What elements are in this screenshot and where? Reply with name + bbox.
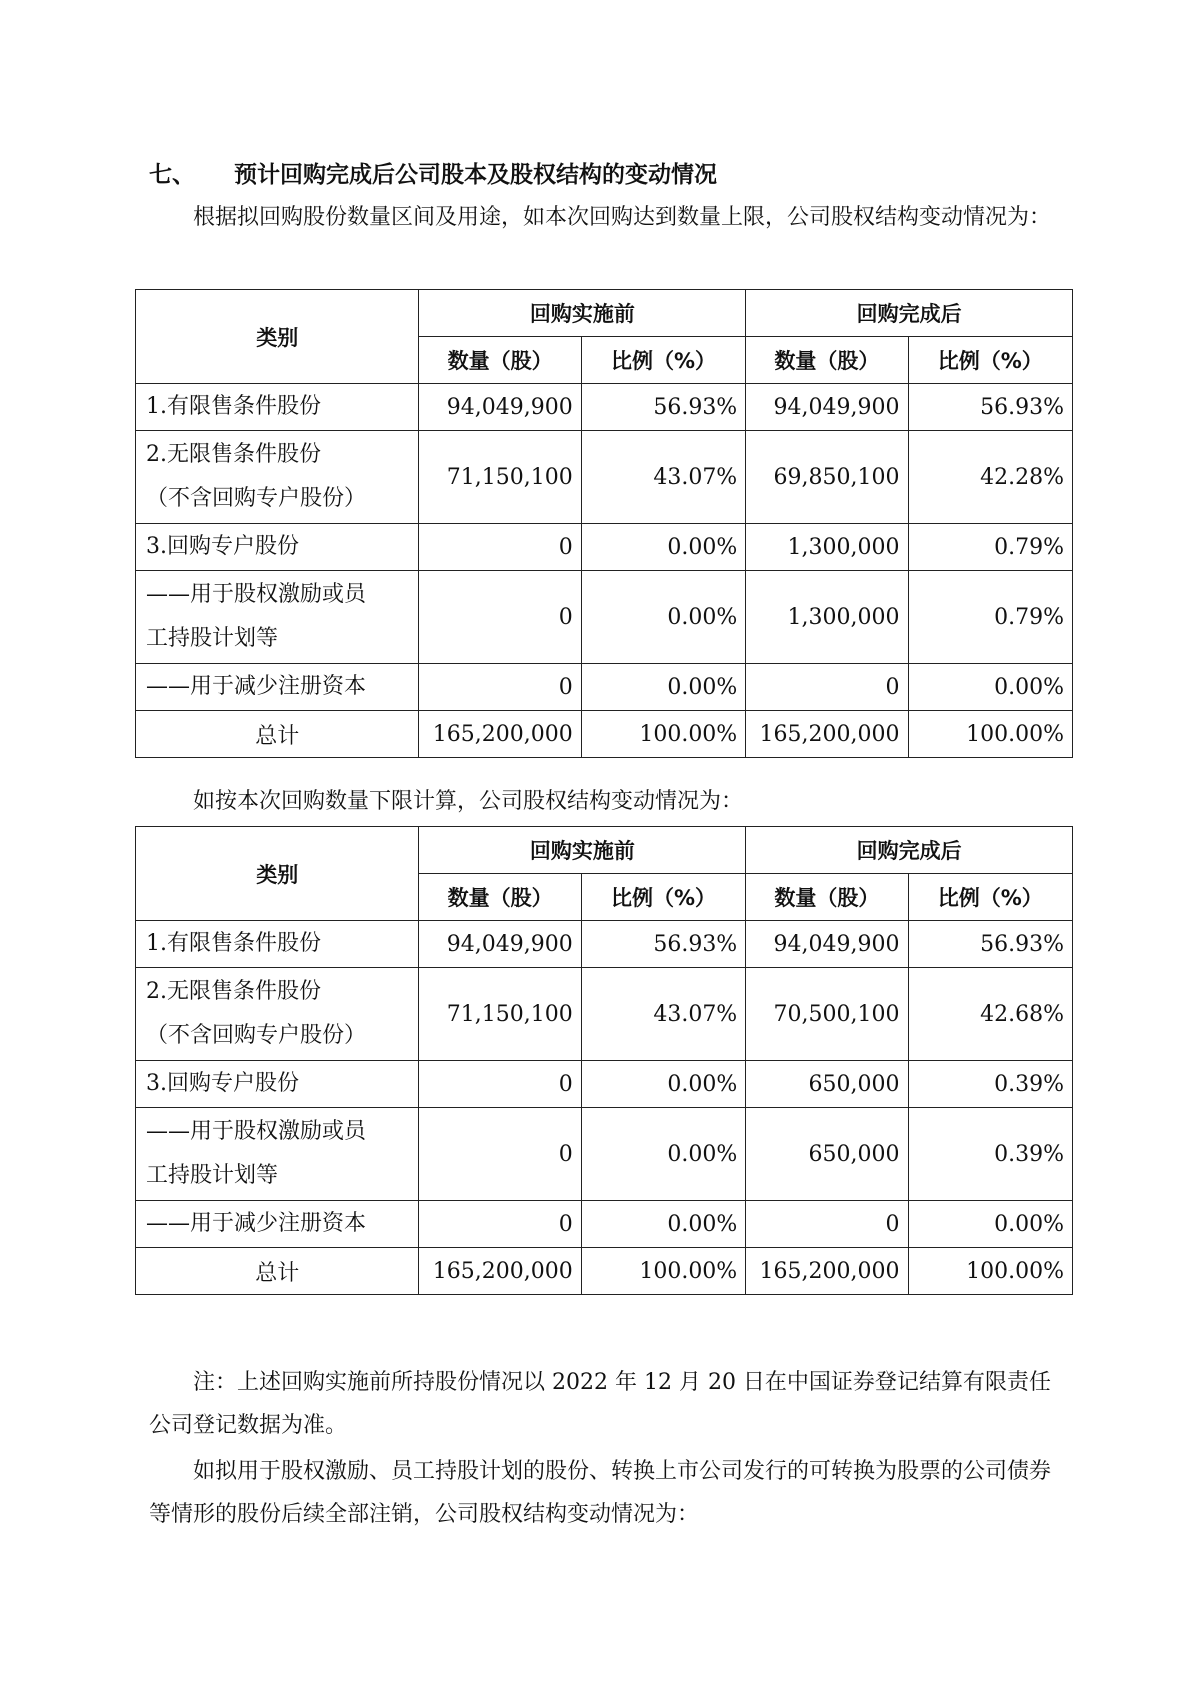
quantity-after: 70,500,100 [746, 968, 908, 1061]
row-category [136, 431, 419, 524]
table-row [136, 1061, 1073, 1108]
table-row [136, 431, 1073, 524]
header-ratio-after: 比例（%） [908, 874, 1072, 921]
ratio-after: 100.00% [908, 711, 1072, 758]
quantity-before: 0 [419, 571, 581, 664]
header-after: 回购完成后 [746, 290, 1073, 337]
share-structure-table-lower [135, 826, 1073, 1295]
quantity-after: 165,200,000 [746, 711, 908, 758]
header-before: 回购实施前 [419, 290, 746, 337]
row-category: 3.回购专户股份 [136, 524, 419, 571]
ratio-before: 0.00% [581, 664, 745, 711]
ratio-after: 0.00% [908, 1201, 1072, 1248]
row-category-line2: 工持股计划等 [146, 1163, 279, 1188]
ratio-after: 42.68% [908, 968, 1072, 1061]
quantity-before: 94,049,900 [419, 921, 581, 968]
row-category-line1: ——用于股权激励或员 [146, 582, 367, 607]
ratio-before: 0.00% [581, 571, 745, 664]
row-category [136, 968, 419, 1061]
row-category-line1: ——用于股权激励或员 [146, 1119, 367, 1144]
quantity-before: 165,200,000 [419, 1248, 581, 1295]
header-ratio-before: 比例（%） [581, 874, 745, 921]
ratio-after: 0.00% [908, 664, 1072, 711]
row-category [136, 1108, 419, 1201]
quantity-before: 0 [419, 1061, 581, 1108]
ratio-before: 43.07% [581, 968, 745, 1061]
share-structure-table-upper [135, 289, 1073, 758]
ratio-before: 0.00% [581, 1108, 745, 1201]
ratio-after: 0.79% [908, 524, 1072, 571]
lower-limit-paragraph: 如按本次回购数量下限计算，公司股权结构变动情况为： [193, 789, 744, 814]
row-category-line2: 工持股计划等 [146, 626, 279, 651]
row-category-line1: 2.无限售条件股份 [146, 979, 321, 1004]
quantity-after: 1,300,000 [746, 571, 908, 664]
ratio-after: 0.39% [908, 1108, 1072, 1201]
section-number: 七、 [149, 162, 195, 188]
header-ratio-after: 比例（%） [908, 337, 1072, 384]
ratio-after: 0.39% [908, 1061, 1072, 1108]
header-category: 类别 [136, 827, 419, 921]
ratio-after: 100.00% [908, 1248, 1072, 1295]
table-row [136, 524, 1073, 571]
quantity-before: 0 [419, 664, 581, 711]
quantity-after: 94,049,900 [746, 921, 908, 968]
header-quantity-after: 数量（股） [746, 337, 908, 384]
row-category: 3.回购专户股份 [136, 1061, 419, 1108]
ratio-before: 56.93% [581, 921, 745, 968]
quantity-after: 0 [746, 1201, 908, 1248]
header-after: 回购完成后 [746, 827, 1073, 874]
table-row-total [136, 1248, 1073, 1295]
quantity-before: 71,150,100 [419, 431, 581, 524]
ratio-after: 56.93% [908, 921, 1072, 968]
ratio-before: 0.00% [581, 1201, 745, 1248]
quantity-before: 0 [419, 1201, 581, 1248]
ratio-before: 56.93% [581, 384, 745, 431]
header-quantity-before: 数量（股） [419, 337, 581, 384]
row-category-total: 总计 [136, 711, 419, 758]
quantity-after: 165,200,000 [746, 1248, 908, 1295]
quantity-before: 0 [419, 1108, 581, 1201]
note-paragraph: 注：上述回购实施前所持股份情况以 2022 年 12 月 20 日在中国证券登记结算有限责任公司登记数据为准。 [149, 1370, 1051, 1438]
quantity-after: 94,049,900 [746, 384, 908, 431]
row-category-line1: 2.无限售条件股份 [146, 442, 321, 467]
ratio-before: 0.00% [581, 524, 745, 571]
header-before: 回购实施前 [419, 827, 746, 874]
table-row [136, 571, 1073, 664]
row-category: 1.有限售条件股份 [136, 384, 419, 431]
quantity-before: 165,200,000 [419, 711, 581, 758]
ratio-after: 42.28% [908, 431, 1072, 524]
quantity-after: 0 [746, 664, 908, 711]
quantity-after: 650,000 [746, 1108, 908, 1201]
quantity-after: 1,300,000 [746, 524, 908, 571]
header-ratio-before: 比例（%） [581, 337, 745, 384]
quantity-before: 71,150,100 [419, 968, 581, 1061]
row-category: ——用于减少注册资本 [136, 664, 419, 711]
table-row [136, 921, 1073, 968]
section-title: 预计回购完成后公司股本及股权结构的变动情况 [234, 162, 717, 188]
row-category: 1.有限售条件股份 [136, 921, 419, 968]
row-category-line2: （不含回购专户股份） [146, 1023, 367, 1048]
ratio-after: 0.79% [908, 571, 1072, 664]
quantity-after: 650,000 [746, 1061, 908, 1108]
intro-paragraph: 根据拟回购股份数量区间及用途，如本次回购达到数量上限，公司股权结构变动情况为： [193, 205, 1052, 230]
table-row [136, 1108, 1073, 1201]
header-quantity-after: 数量（股） [746, 874, 908, 921]
ratio-before: 0.00% [581, 1061, 745, 1108]
quantity-before: 94,049,900 [419, 384, 581, 431]
row-category-total: 总计 [136, 1248, 419, 1295]
header-quantity-before: 数量（股） [419, 874, 581, 921]
table-row [136, 664, 1073, 711]
ratio-before: 100.00% [581, 1248, 745, 1295]
ratio-before: 100.00% [581, 711, 745, 758]
table-row [136, 968, 1073, 1061]
row-category [136, 571, 419, 664]
table-row [136, 1201, 1073, 1248]
row-category: ——用于减少注册资本 [136, 1201, 419, 1248]
row-category-line2: （不含回购专户股份） [146, 486, 367, 511]
ratio-after: 56.93% [908, 384, 1072, 431]
quantity-after: 69,850,100 [746, 431, 908, 524]
cancel-paragraph: 如拟用于股权激励、员工持股计划的股份、转换上市公司发行的可转换为股票的公司债券等情形的股份后续全部注销，公司股权结构变动情况为： [149, 1459, 1052, 1527]
table-row [136, 384, 1073, 431]
header-category: 类别 [136, 290, 419, 384]
quantity-before: 0 [419, 524, 581, 571]
table-row-total [136, 711, 1073, 758]
ratio-before: 43.07% [581, 431, 745, 524]
section-heading [149, 156, 717, 189]
